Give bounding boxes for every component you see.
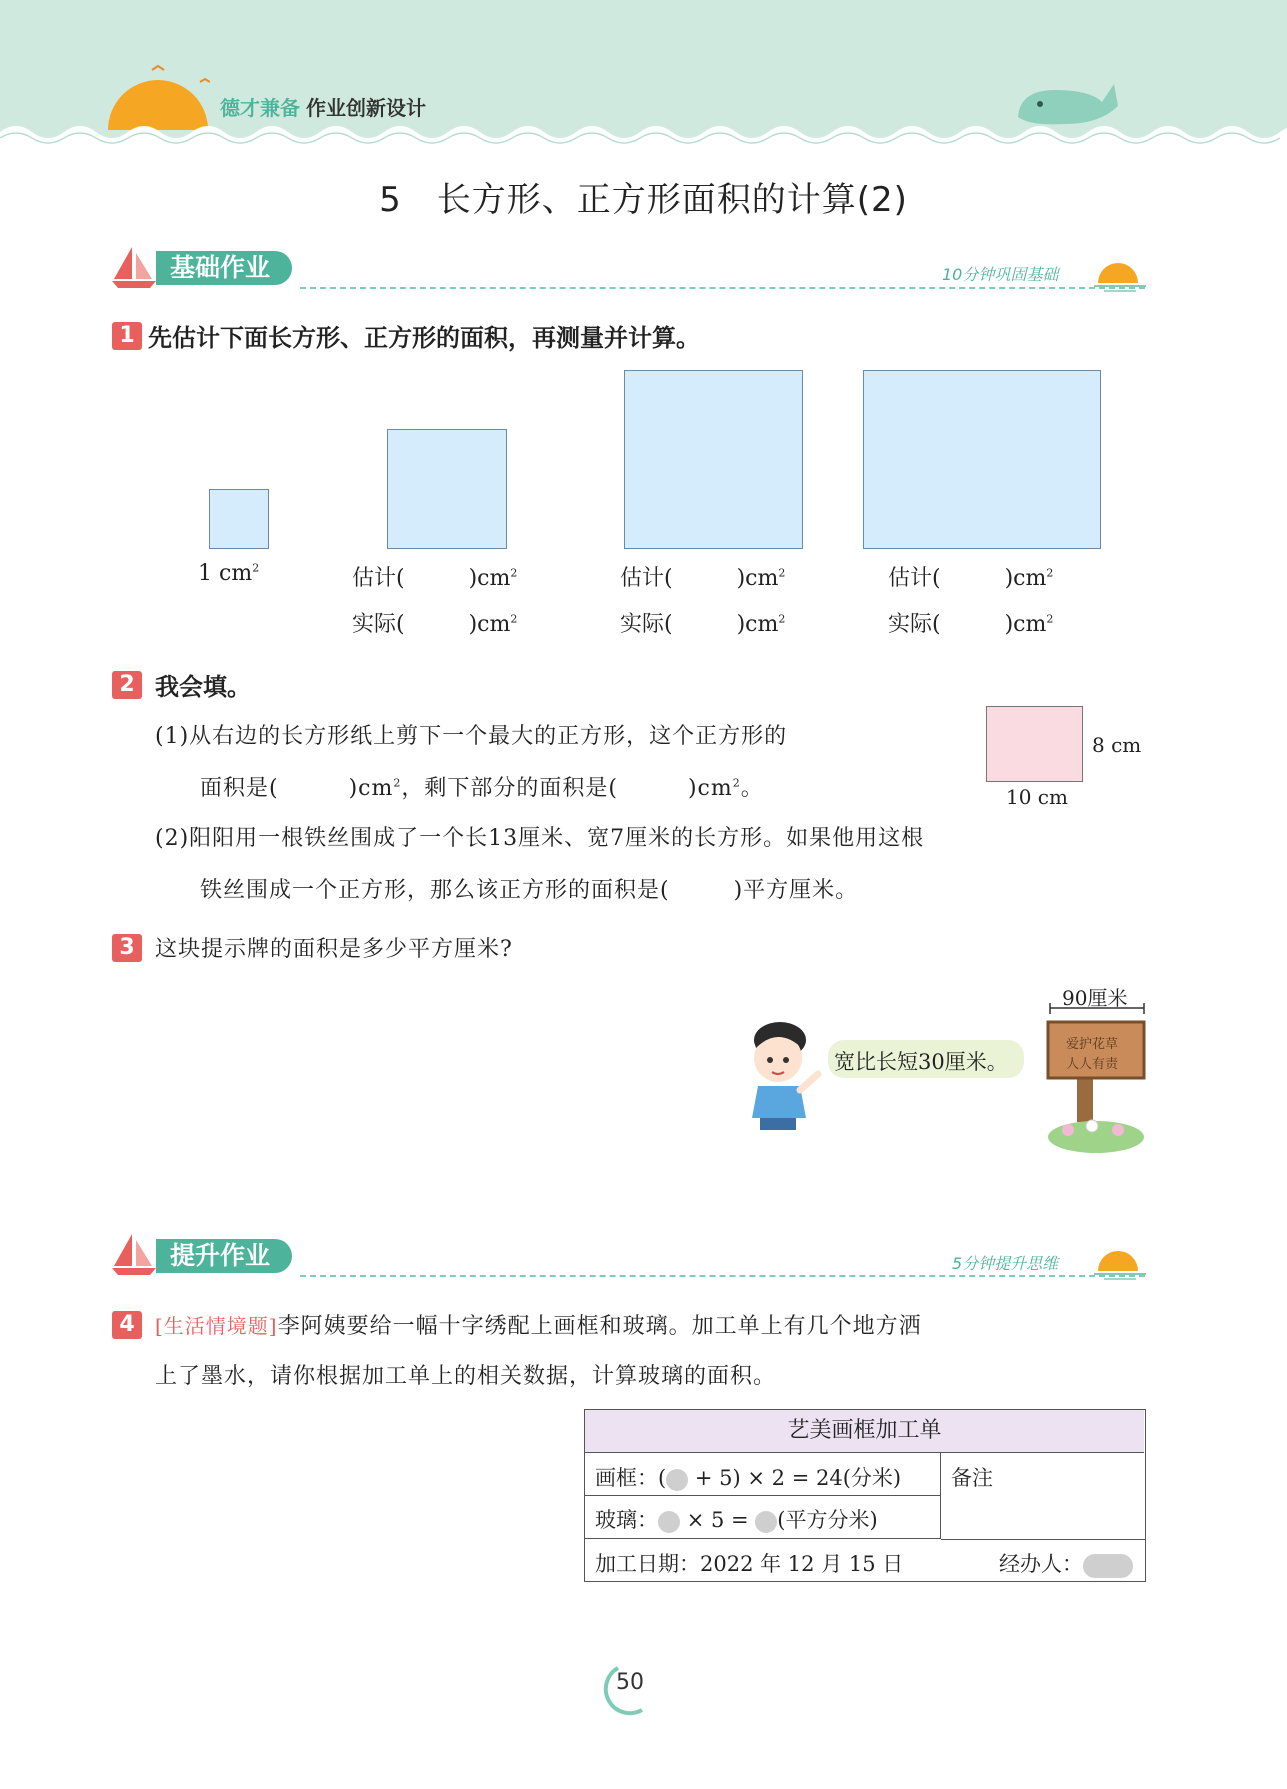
q4-line1: [生活情境题]李阿姨要给一幅十字绣配上画框和玻璃。加工单上有几个地方洒 <box>155 1314 922 1339</box>
actual-blank[interactable]: 实际( )$cm^2$ <box>620 612 786 637</box>
question-text: 这块提示牌的面积是多少平方厘米? <box>155 937 513 962</box>
frame-formula: 画框：( + 5) × 2 = 24(分米) <box>595 1466 902 1490</box>
date-label: 加工日期：2022 年 12 月 15 日 <box>595 1552 904 1576</box>
q2-part2-line1: (2)阳阳用一根铁丝围成了一个长13厘米、宽7厘米的长方形。如果他用这根 <box>155 826 925 851</box>
row-divider <box>585 1495 941 1496</box>
brand-part2: 作业创新设计 <box>306 96 426 120</box>
question-number: 2 <box>112 671 142 699</box>
sign-text-line2: 人人有责 <box>1066 1057 1119 1072</box>
q2-part2-line2[interactable]: 铁丝围成一个正方形，那么该正方形的面积是( )平方厘米。 <box>200 878 859 903</box>
sign-text-line1: 爱护花草 <box>1066 1037 1119 1052</box>
q4-line2: 上了墨水，请你根据加工单上的相关数据，计算玻璃的面积。 <box>155 1364 777 1389</box>
unit-caption: 1 $cm^2$ <box>198 561 260 586</box>
page-number: 50 <box>616 1670 644 1695</box>
brand-part1: 德才兼备 <box>220 96 300 120</box>
actual-blank[interactable]: 实际( )$cm^2$ <box>888 612 1054 637</box>
ink-blot <box>658 1511 680 1533</box>
section-divider <box>300 1275 1145 1277</box>
rect-height-label: 8 cm <box>1092 733 1142 757</box>
section-advanced-label: 提升作业 <box>156 1239 292 1273</box>
section-advanced-note: 5分钟提升思维 <box>952 1254 1059 1273</box>
q2-part1-line1: (1)从右边的长方形纸上剪下一个最大的正方形，这个正方形的 <box>155 724 788 749</box>
rect-width-label: 10 cm <box>1006 785 1068 809</box>
pink-rectangle <box>986 706 1083 782</box>
page-header <box>0 0 1287 150</box>
order-form-table <box>584 1409 1146 1582</box>
wave-border <box>0 112 1287 150</box>
ink-blot <box>1083 1554 1133 1578</box>
sunset-icon <box>1092 1241 1148 1281</box>
speech-text: 宽比长短30厘米。 <box>834 1050 1008 1074</box>
section-basic-label: 基础作业 <box>156 251 292 285</box>
glass-formula: 玻璃： × 5 = (平方分米) <box>595 1508 878 1532</box>
unit-square <box>209 489 269 549</box>
question-text: 我会填。 <box>155 673 251 701</box>
sunset-icon <box>1092 253 1148 293</box>
ink-blot <box>666 1469 688 1491</box>
estimate-blank[interactable]: 估计( )$cm^2$ <box>620 566 786 591</box>
ink-blot <box>755 1511 777 1533</box>
girl-illustration <box>738 1018 828 1133</box>
question-number: 1 <box>112 322 142 350</box>
question-text: 先估计下面长方形、正方形的面积，再测量并计算。 <box>148 324 700 352</box>
sign-illustration <box>1044 1002 1148 1162</box>
question-tag: [生活情境题] <box>155 1314 278 1338</box>
question-number: 3 <box>112 934 142 962</box>
section-divider <box>300 287 1145 289</box>
sign-length-label: 90厘米 <box>1062 986 1128 1010</box>
section-basic-note: 10分钟巩固基础 <box>942 265 1059 284</box>
row-divider <box>941 1539 1145 1540</box>
handler-label: 经办人： <box>999 1548 1133 1578</box>
actual-blank[interactable]: 实际( )$cm^2$ <box>352 612 518 637</box>
remark-label: 备注 <box>951 1466 993 1490</box>
estimate-blank[interactable]: 估计( )$cm^2$ <box>352 566 518 591</box>
estimate-blank[interactable]: 估计( )$cm^2$ <box>888 566 1054 591</box>
square-shape <box>387 429 507 549</box>
sailboat-icon <box>110 245 158 289</box>
rectangle-shape <box>863 370 1101 549</box>
sailboat-icon <box>110 1232 158 1276</box>
question-number: 4 <box>112 1311 142 1339</box>
page-title: 5 长方形、正方形面积的计算(2) <box>379 180 908 220</box>
square-shape <box>624 370 803 549</box>
q2-part1-line2[interactable]: 面积是( )$cm^2$，剩下部分的面积是( )$cm^2$。 <box>200 776 764 801</box>
order-form-title: 艺美画框加工单 <box>585 1410 1144 1453</box>
